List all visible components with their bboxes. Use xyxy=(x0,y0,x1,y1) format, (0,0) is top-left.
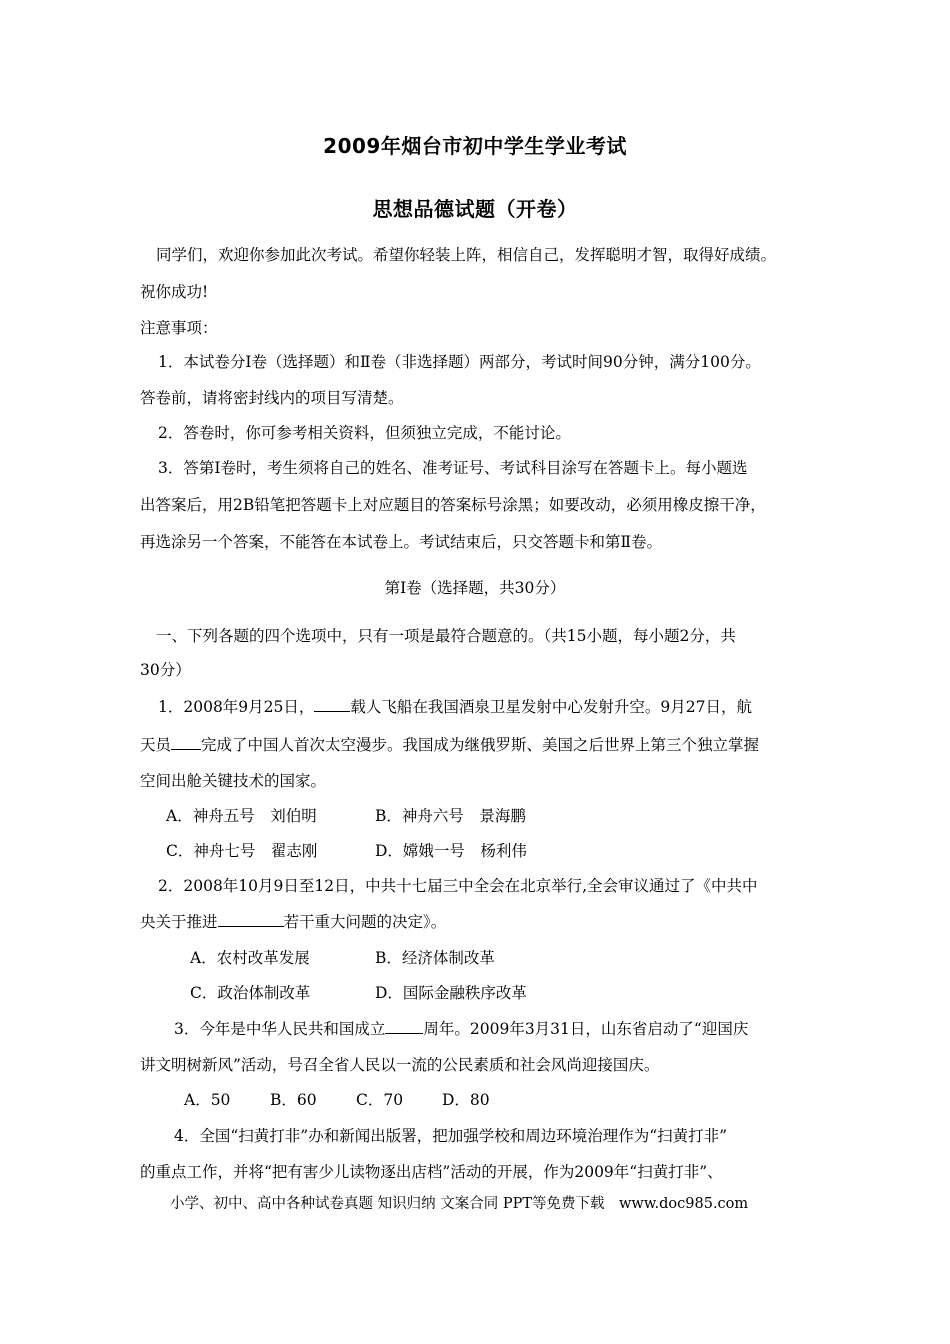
q2-text-a: 央关于推进 xyxy=(140,913,218,931)
section-1-instruction-line-1: 一、下列各题的四个选项中，只有一项是最符合题意的。（共15小题，每小题2分，共 xyxy=(156,627,736,645)
q3-line-2: 讲文明树新风”活动，号召全省人民以一流的公民素质和社会风尚迎接国庆。 xyxy=(140,1056,660,1074)
exam-title: 2009年烟台市初中学生学业考试 xyxy=(323,134,627,158)
q1-option-c: C．神舟七号 翟志刚 xyxy=(166,842,318,860)
q4-line-2: 的重点工作，并将“把有害少儿读物逐出店档”活动的开展，作为2009年“扫黄打非”、 xyxy=(140,1163,723,1181)
q2-text-b: 若干重大问题的决定》。 xyxy=(283,913,447,931)
intro-line-2: 祝你成功! xyxy=(140,283,209,301)
q3-option-b: B．60 xyxy=(270,1091,317,1109)
q2-blank xyxy=(218,912,284,927)
section-1-instruction-line-2: 30分） xyxy=(140,661,191,679)
section-1-heading: 第Ⅰ卷（选择题，共30分） xyxy=(384,579,566,597)
intro-line-1: 同学们，欢迎你参加此次考试。希望你轻装上阵，相信自己，发挥聪明才智，取得好成绩。 xyxy=(156,246,777,264)
q1-blank-2 xyxy=(171,735,201,750)
q2-option-a: A．农村改革发展 xyxy=(190,949,310,967)
q3-text-a: 3．今年是中华人民共和国成立 xyxy=(174,1020,386,1038)
q2-line-1: 2．2008年10月9日至12日，中共十七届三中全会在北京举行,全会审议通过了《中共中 xyxy=(158,877,758,895)
q1-text-c: 天员 xyxy=(140,736,172,754)
q2-option-d: D．国际金融秩序改革 xyxy=(375,984,527,1002)
page-footer: 小学、初中、高中各种试卷真题 知识归纳 文案合同 PPT等免费下载 www.doc985.com xyxy=(170,1196,749,1212)
q1-line-2 xyxy=(140,735,759,755)
q1-option-a: A．神舟五号 刘伯明 xyxy=(166,807,317,825)
notice-item-1-line-1: 1．本试卷分Ⅰ卷（选择题）和Ⅱ卷（非选择题）两部分，考试时间90分钟，满分100分。 xyxy=(158,353,761,371)
q1-line-1 xyxy=(158,697,752,717)
exam-subtitle: 思想品德试题（开卷） xyxy=(372,197,578,221)
q3-blank xyxy=(385,1019,423,1034)
notice-item-3-line-1: 3．答第Ⅰ卷时，考生须将自己的姓名、准考证号、考试科目涂写在答题卡上。每小题选 xyxy=(158,459,748,477)
q1-text-a: 1．2008年9月25日， xyxy=(158,698,315,716)
q3-line-1 xyxy=(174,1019,748,1039)
q1-option-b: B．神舟六号 景海鹏 xyxy=(375,807,526,825)
q3-option-d: D．80 xyxy=(442,1091,490,1109)
q2-option-b: B．经济体制改革 xyxy=(375,949,495,967)
notice-item-2: 2．答卷时，你可参考相关资料，但须独立完成，不能讨论。 xyxy=(158,424,571,442)
q1-text-d: 完成了中国人首次太空漫步。我国成为继俄罗斯、美国之后世界上第三个独立掌握 xyxy=(201,736,760,754)
q1-text-b: 载人飞船在我国酒泉卫星发射中心发射升空。9月27日，航 xyxy=(350,698,752,716)
q2-line-2 xyxy=(140,912,446,932)
q1-line-3: 空间出舱关键技术的国家。 xyxy=(140,772,327,790)
q4-line-1: 4．全国“扫黄打非”办和新闻出版署，把加强学校和周边环境治理作为“扫黄打非” xyxy=(174,1127,728,1145)
q2-option-c: C．政治体制改革 xyxy=(190,984,311,1002)
q1-blank-1 xyxy=(314,697,350,712)
q1-option-d: D．嫦娥一号 杨利伟 xyxy=(375,842,527,860)
notice-item-3-line-3: 再选涂另一个答案，不能答在本试卷上。考试结束后，只交答题卡和第Ⅱ卷。 xyxy=(140,533,663,551)
q3-option-a: A．50 xyxy=(184,1091,231,1109)
notice-heading: 注意事项： xyxy=(140,319,218,337)
q3-text-b: 周年。2009年3月31日，山东省启动了“迎国庆 xyxy=(423,1020,749,1038)
notice-item-1-line-2: 答卷前，请将密封线内的项目写清楚。 xyxy=(140,389,404,407)
notice-item-3-line-2: 出答案后，用2B铅笔把答题卡上对应题目的答案标号涂黑；如要改动，必须用橡皮擦干净， xyxy=(140,496,766,514)
q3-option-c: C．70 xyxy=(356,1091,404,1109)
